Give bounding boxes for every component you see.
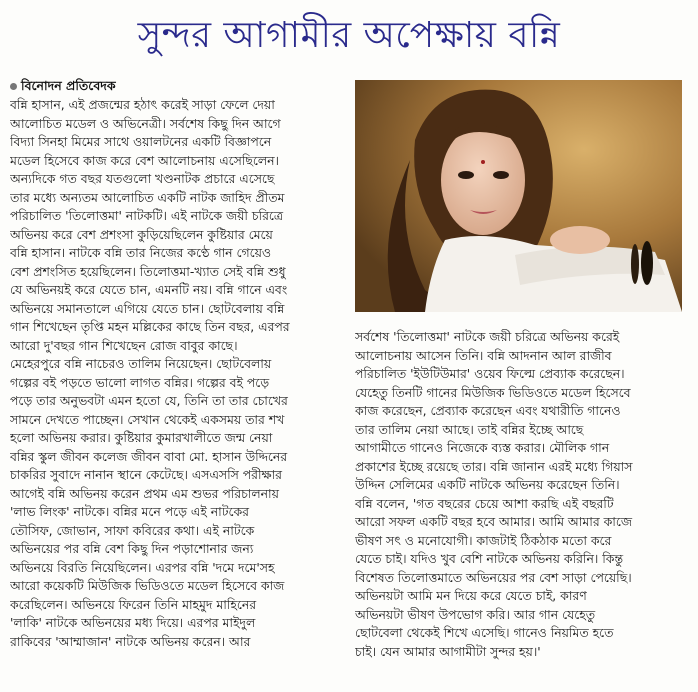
text-line: বিশেষত তিলোত্তমাতে অভিনয়ের পর বেশ সাড়া পেয়েছি। <box>355 569 632 585</box>
byline <box>10 78 116 98</box>
right-column <box>355 328 687 661</box>
text-line: বিদ্যা সিনহা মিমের সাথে ওয়ালটনের একটি বিজ্ঞাপনে <box>10 134 272 149</box>
text-line: কাজ করেছেন, প্রেব্যাক করেছেন এবং যথারীতি গানেও <box>355 403 621 418</box>
text-line: আরো দু'বছর গান শিখেছেন রোজ বাবুর কাছে। <box>10 337 238 353</box>
text-line: আগামীতে গানেও নিজেকে ব্যস্ত করার। মৌলিক গান <box>355 440 610 455</box>
text-line: আরো সফল একটি বছর হবে আমার। আমি আমার কাজে <box>355 514 632 529</box>
text-line: তৌসিফ, জোভান, সাফা কবিরের কথা। এই নাটকে <box>10 522 255 538</box>
text-line: যে অভিনয়ই করে যেতে চান, এমনটি নয়। বন্নি গানে এবং <box>10 282 288 297</box>
text-line: প্রকাশের ইচ্ছে রয়েছে তার। বন্নি জানান এরই মধ্যে গিয়াস <box>355 458 633 474</box>
bullet-icon <box>10 83 17 90</box>
text-line: আগেই বন্নি অভিনয় করেন প্রথম এম শুভর পরিচালনায় <box>10 485 279 501</box>
text-line: ভীষণ সৎ ও মনোযোগী। কাজটাই ঠিকঠাক মতো করে <box>355 532 612 548</box>
text-line: পরিচালিত 'তিলোত্তমা' নাটকটি। এই নাটকে জয়ী চরিত্রে <box>10 208 284 223</box>
byline-text: বিনোদন প্রতিবেদক <box>21 78 116 93</box>
text-line: 'লাভ লিংক' নাটকে। বন্নির মনে পড়ে এই নাটকের <box>10 504 249 519</box>
text-line: চাই। যেন আমার আগামীটা সুন্দর হয়।' <box>355 643 541 659</box>
text-line: অভিনয়ে বিরতি নিয়েছিলেন। এরপর বন্নি 'দমে দমে'সহ <box>10 559 275 575</box>
text-line: অভিনয়ের পর বন্নি বেশ কিছু দিন পড়াশোনার জন্য <box>10 541 254 556</box>
text-line: আরো কয়েকটি মিউজিক ভিডিওতে মডেল হিসেবে কাজ <box>10 578 285 593</box>
text-line: বন্নি হাসান। নাটকে বন্নি তার নিজের কণ্ঠে গান গেয়েও <box>10 245 272 260</box>
text-line: 'লাকি' নাটকে অভিনয়ের মধ্য দিয়ে। এরপর মাইদুল <box>10 615 256 630</box>
text-line: বেশ প্রশংসিত হয়েছিলেন। তিলোত্তমা-খ্যাত সেই বন্নি শুধু <box>10 263 286 279</box>
text-line: গান শিখেছেন তৃপ্তি মহন মল্লিকের কাছে তিন বছর, এরপর <box>10 319 290 334</box>
text-line: তার তালিম নেয়া আছে। তাই বন্নির ইচ্ছে আছে <box>355 421 584 437</box>
text-line: যেতে চাই। যদিও খুব বেশি নাটকে অভিনয় করিনি। কিন্তু <box>355 551 623 566</box>
text-line: অভিনয়টা আমি মন দিয়ে করে যেতে চাই, কারণ <box>355 588 587 603</box>
text-line: যেহেতু তিনটি গানের মিউজিক ভিডিওতে মডেল হিসেবে <box>355 384 631 400</box>
text-line: অভিনয়ে সমানতালে এগিয়ে যেতে চান। ছোটবেলায় বন্নি <box>10 300 285 316</box>
headline: সুন্দর আগামীর অপেক্ষায় বন্নি <box>137 15 561 56</box>
text-line: অন্যদিকে গত বছর যতগুলো খণ্ডনাটক প্রচারে এসেছে <box>10 171 275 186</box>
text-line: অভিনয়টা ভীষণ উপভোগ করি। আর গান যেহেতু <box>355 606 596 622</box>
portrait-illustration <box>355 80 682 312</box>
text-line: সর্বশেষ 'তিলোত্তমা' নাটকে জয়ী চরিত্রে অভিনয় করেই <box>355 329 620 344</box>
text-line: সামনে দেখতে পাচ্ছেন। সেখান থেকেই একসময় তার শখ <box>10 411 285 427</box>
text-line: অভিনয় করে বেশ প্রশংসা কুড়িয়েছিলেন কুষ্টিয়ার মেয়ে <box>10 226 273 242</box>
text-line: মডেল হিসেবে কাজ করে বেশ আলোচনায় এসেছিলেন। <box>10 152 279 168</box>
text-line: করেছিলেন। অভিনয়ে ফিরেন তিনি মাহমুদ মাহিনের <box>10 596 257 612</box>
text-line: রাকিবের 'আম্মাজান' নাটকে অভিনয় করেন। আর <box>10 633 251 649</box>
left-column <box>10 96 346 651</box>
text-line: চাকরির সুবাদে নানান স্থানে কেটেছে। এসএসসি পরীক্ষার <box>10 467 282 482</box>
portrait-photo <box>355 80 682 312</box>
text-line: আলোচিত মডেল ও অভিনেত্রী। সর্বশেষ কিছু দিন আগে <box>10 115 281 131</box>
text-line: মেহেরপুরে বন্নি নাচেরও তালিম নিয়েছেন। ছোটবেলায় <box>10 356 272 371</box>
text-line: বন্নির স্কুল জীবন কলেজ জীবন বাবা মো. হাসান উদ্দিনের <box>10 448 288 464</box>
text-line: বন্নি বলেন, 'গত বছরের চেয়ে আশা করছি এই বছরটি <box>355 495 614 511</box>
text-line: পরিচালিত 'ইউটিউমার' ওয়েব ফিল্মে প্রেব্যাক করেছেন। <box>355 366 625 381</box>
text-line: পড়ে তার অনুভবটা এমন হতো যে, তিনি তা তার চোখের <box>10 393 288 408</box>
text-line: আলোচনায় আসেন তিনি। বন্নি আদনান আল রাজীব <box>355 347 612 363</box>
text-line: ছোটবেলা থেকেই শিখে এসেছি। গানেও নিয়মিত হতে <box>355 625 614 640</box>
text-line: উদ্দিন সেলিমের একটি নাটকে অভিনয় করেছেন তিনি। <box>355 477 620 492</box>
text-line: গল্পের বই পড়তে ভালো লাগত বন্নির। গল্পের বই পড়ে <box>10 374 270 390</box>
text-line: তার মধ্যে অন্যতম আলোচিত একটি নাটক জাহিদ প্রীতম <box>10 189 285 205</box>
text-line: হলো অভিনয় করার। কুষ্টিয়ার কুমারখালীতে জন্ম নেয়া <box>10 430 273 445</box>
text-line: বন্নি হাসান, এই প্রজন্মের হঠাৎ করেই সাড়া ফেলে দেয়া <box>10 97 275 112</box>
